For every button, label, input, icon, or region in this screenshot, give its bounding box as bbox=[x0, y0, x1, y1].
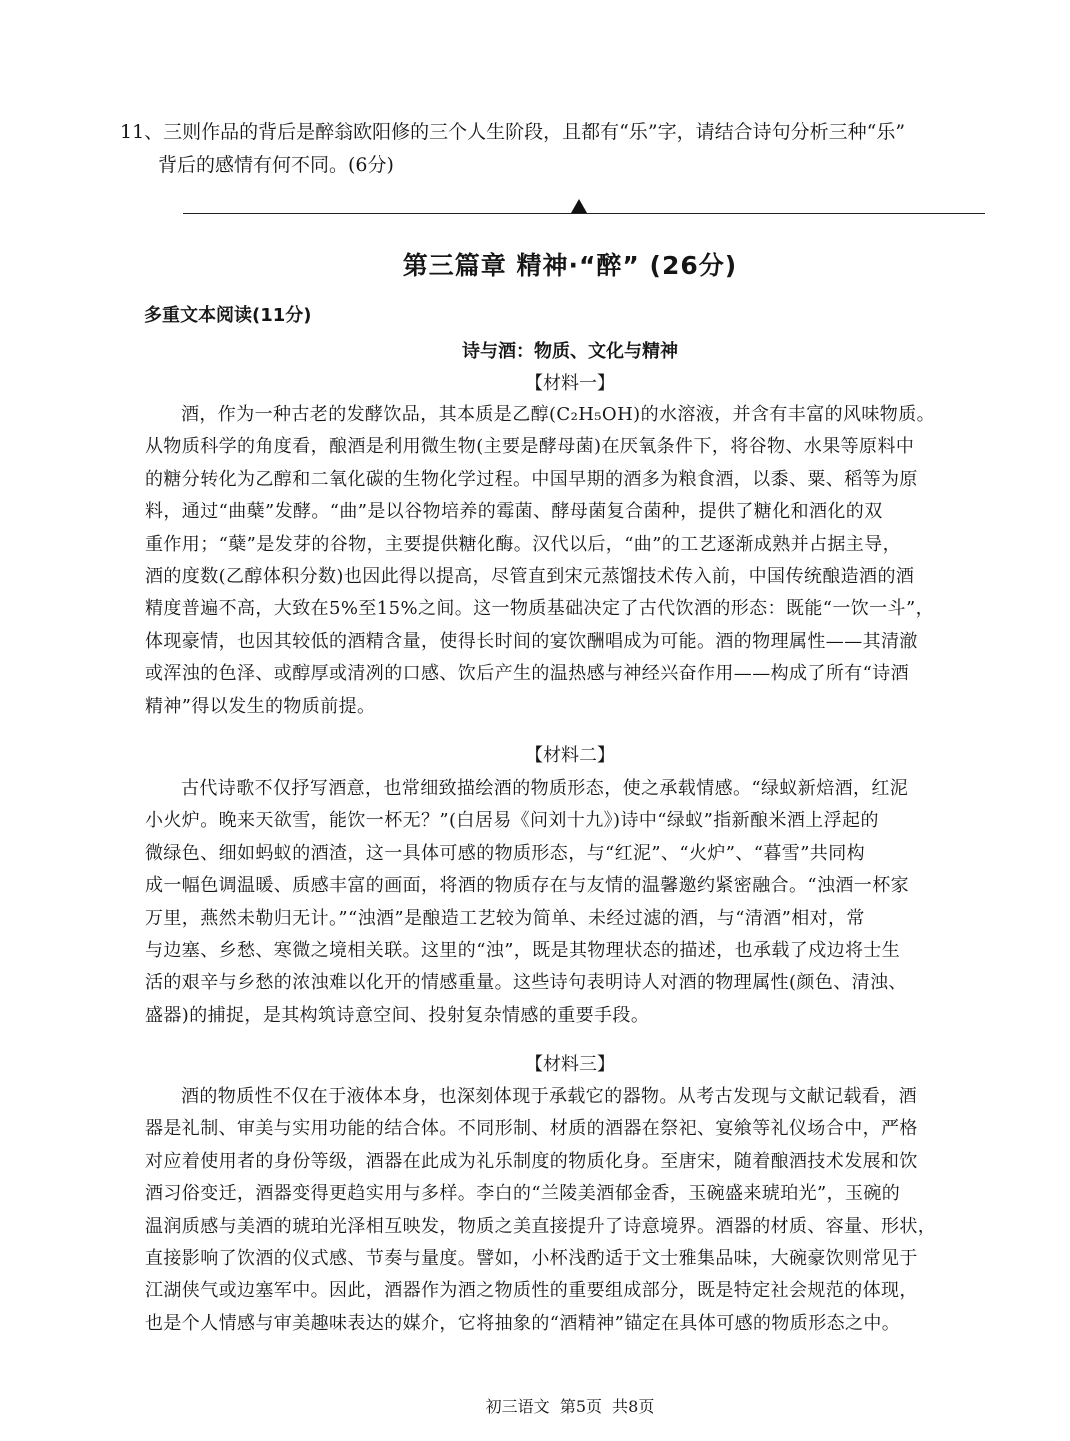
text-line: 直接影响了饮酒的仪式感、节奏与量度。譬如，小杯浅酌适于文士雅集品味，大碗豪饮则常见于 bbox=[145, 1248, 918, 1270]
text-line: 体现豪情，也因其较低的酒精含量，使得长时间的宴饮酬唱成为可能。酒的物理属性——其清澈 bbox=[145, 630, 918, 652]
text-line: 酒习俗变迁，酒器变得更趋实用与多样。李白的“兰陵美酒郁金香，玉碗盛来琥珀光”，玉碗的 bbox=[145, 1183, 901, 1205]
chapter-title: 第三篇章 精神·“醉” (26分) bbox=[402, 251, 738, 280]
text-line: 对应着使用者的身份等级，酒器在此成为礼乐制度的物质化身。至唐宋，随着酿酒技术发展和饮 bbox=[145, 1150, 918, 1172]
answer-divider-line bbox=[183, 213, 985, 214]
text-line: 精度普遍不高，大致在5%至15%之间。这一物质基础决定了古代饮酒的形态：既能“一饮一斗”， bbox=[145, 598, 934, 620]
triangle-marker-icon bbox=[571, 199, 587, 213]
page-footer: 初三语文 第5页 共8页 bbox=[485, 1397, 655, 1416]
text-line: 也是个人情感与审美趣味表达的媒介，它将抽象的“酒精神”锚定在具体可感的物质形态之中。 bbox=[145, 1312, 901, 1334]
text-line: 从物质科学的角度看，酿酒是利用微生物(主要是酵母菌)在厌氧条件下，将谷物、水果等原料中 bbox=[145, 436, 915, 458]
text-line: 酒的物质性不仅在于液体本身，也深刻体现于承载它的器物。从考古发现与文献记载看，酒 bbox=[181, 1086, 917, 1107]
material-2-text bbox=[145, 773, 995, 1032]
text-line: 万里，燕然未勒归无计。”“浊酒”是酿造工艺较为简单、未经过滤的酒，与“清酒”相对，常 bbox=[145, 907, 865, 929]
text-line: 料，通过“曲蘖”发酵。“曲”是以谷物培养的霉菌、酵母菌复合菌种，提供了糖化和酒化的双 bbox=[145, 501, 883, 523]
text-line: 成一幅色调温暖、质感丰富的画面，将酒的物质存在与友情的温馨邀约紧密融合。“浊酒一杯家 bbox=[145, 875, 909, 897]
text-line: 微绿色、细如蚂蚁的酒渣，这一具体可感的物质形态，与“红泥”、“火炉”、“暮雪”共同构 bbox=[145, 842, 866, 864]
material-2-label: 【材料二】 bbox=[525, 745, 615, 766]
text-line: 的糖分转化为乙醇和二氧化碳的生物化学过程。中国早期的酒多为粮食酒，以黍、粟、稻等为原 bbox=[145, 468, 918, 490]
text-line: 江湖侠气或边塞军中。因此，酒器作为酒之物质性的重要组成部分，既是特定社会规范的体现， bbox=[145, 1280, 918, 1302]
text-line: 酒，作为一种古老的发酵饮品，其本质是乙醇(C₂H₅OH)的水溶液，并含有丰富的风味物质。 bbox=[181, 404, 935, 425]
section-label: 多重文本阅读(11分) bbox=[144, 305, 312, 326]
text-line: 小火炉。晚来天欲雪，能饮一杯无？”(白居易《问刘十九》)诗中“绿蚁”指新酿米酒上浮起的 bbox=[145, 810, 879, 832]
text-line: 重作用；“蘖”是发芽的谷物，主要提供糖化酶。汉代以后，“曲”的工艺逐渐成熟并占据主导， bbox=[145, 533, 902, 555]
question-11 bbox=[120, 116, 1010, 182]
text-line: 器是礼制、审美与实用功能的结合体。不同形制、材质的酒器在祭祀、宴飨等礼仪场合中，严格 bbox=[145, 1118, 918, 1140]
text-line: 精神”得以发生的物质前提。 bbox=[145, 695, 376, 717]
text-line: 与边塞、乡愁、寒微之境相关联。这里的“浊”，既是其物理状态的描述，也承载了戍边将士生 bbox=[145, 940, 901, 962]
material-1-text bbox=[145, 399, 995, 723]
text-line: 或浑浊的色泽、或醇厚或清冽的口感、饮后产生的温热感与神经兴奋作用——构成了所有“诗酒 bbox=[145, 663, 909, 685]
article-title: 诗与酒：物质、文化与精神 bbox=[462, 341, 678, 362]
material-3-label: 【材料三】 bbox=[525, 1054, 615, 1075]
text-line: 古代诗歌不仅抒写酒意，也常细致描绘酒的物质形态，使之承载情感。“绿蚁新焙酒，红泥 bbox=[181, 778, 909, 799]
text-line: 温润质感与美酒的琥珀光泽相互映发，物质之美直接提升了诗意境界。酒器的材质、容量、形状， bbox=[145, 1215, 937, 1237]
material-3-text bbox=[145, 1081, 995, 1340]
question-line-2: 背后的感情有何不同。(6分) bbox=[158, 154, 394, 176]
text-line: 盛器)的捕捉，是其构筑诗意空间、投射复杂情感的重要手段。 bbox=[145, 1004, 650, 1026]
text-line: 酒的度数(乙醇体积分数)也因此得以提高，尽管直到宋元蒸馏技术传入前，中国传统酿造酒的酒 bbox=[145, 566, 915, 588]
text-line: 活的艰辛与乡愁的浓浊难以化开的情感重量。这些诗句表明诗人对酒的物理属性(颜色、清浊、 bbox=[145, 972, 907, 994]
material-1-label: 【材料一】 bbox=[525, 373, 615, 394]
question-line-1: 11、三则作品的背后是醉翁欧阳修的三个人生阶段，且都有“乐”字，请结合诗句分析三种“乐” bbox=[120, 121, 906, 143]
